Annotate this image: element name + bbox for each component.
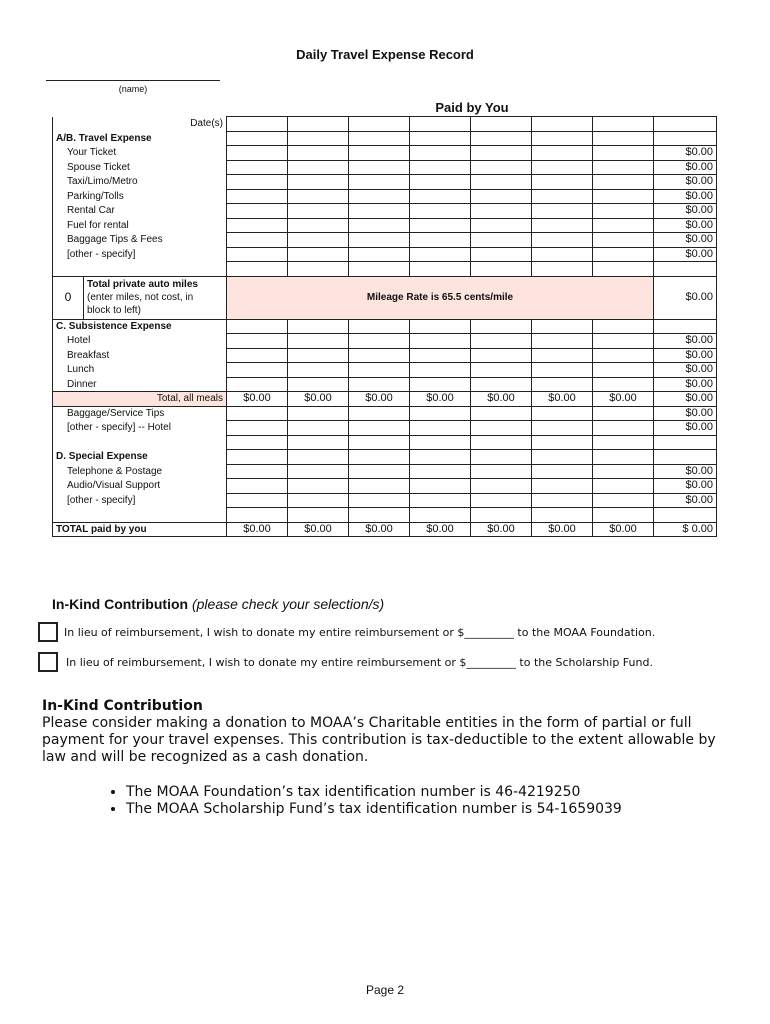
day-entry-cell[interactable] (532, 377, 593, 392)
grand-total-row (53, 522, 717, 537)
meals-total-label: Total, all meals (53, 392, 227, 407)
day-entry-cell[interactable] (227, 233, 288, 248)
section-heading-row (53, 319, 717, 334)
day-entry-cell[interactable] (288, 233, 349, 248)
expense-item-label: Rental Car (53, 204, 227, 219)
day-entry-cell[interactable] (288, 131, 349, 146)
mileage-total: $0.00 (654, 276, 717, 319)
meals-daily-total: $0.00 (471, 392, 532, 407)
day-entry-cell[interactable] (532, 479, 593, 494)
day-entry-cell[interactable] (227, 450, 288, 465)
day-entry-cell[interactable] (471, 175, 532, 190)
expense-table (52, 116, 717, 537)
date-entry-cell[interactable] (227, 117, 288, 132)
day-entry-cell[interactable] (288, 493, 349, 508)
expense-item-row (53, 493, 717, 508)
date-entry-cell (654, 117, 717, 132)
day-entry-cell[interactable] (410, 377, 471, 392)
inkind-selection-heading (52, 596, 384, 612)
spacer-cell (53, 262, 227, 277)
row-total: $0.00 (654, 464, 717, 479)
day-entry-cell[interactable] (471, 348, 532, 363)
day-entry-cell[interactable] (349, 131, 410, 146)
expense-item-label: Hotel (53, 334, 227, 349)
day-entry-cell[interactable] (471, 160, 532, 175)
dates-row (53, 117, 717, 132)
day-entry-cell[interactable] (288, 146, 349, 161)
scholarship-option (38, 652, 653, 672)
expense-item-label: Audio/Visual Support (53, 479, 227, 494)
day-entry-cell[interactable] (532, 233, 593, 248)
day-entry-cell[interactable] (593, 204, 654, 219)
expense-item-label: [other - specify] -- Hotel (53, 421, 227, 436)
day-entry-cell[interactable] (471, 189, 532, 204)
paid-by-you-header: Paid by You (435, 100, 509, 115)
spacer-row (53, 435, 717, 450)
day-entry-cell[interactable] (288, 377, 349, 392)
expense-item-row (53, 363, 717, 378)
expense-item-label: Your Ticket (53, 146, 227, 161)
day-entry-cell[interactable] (410, 319, 471, 334)
day-entry-cell[interactable] (410, 146, 471, 161)
spacer-cell (593, 435, 654, 450)
meals-daily-total: $0.00 (349, 392, 410, 407)
scholarship-checkbox[interactable] (38, 652, 58, 672)
day-entry-cell[interactable] (227, 464, 288, 479)
day-entry-cell[interactable] (593, 493, 654, 508)
tax-id-list (42, 784, 722, 818)
day-entry-cell[interactable] (593, 218, 654, 233)
day-entry-cell[interactable] (227, 421, 288, 436)
spacer-cell (654, 508, 717, 523)
spacer-cell (349, 262, 410, 277)
row-total: $0.00 (654, 479, 717, 494)
day-entry-cell[interactable] (288, 189, 349, 204)
day-entry-cell[interactable] (532, 363, 593, 378)
row-total: $0.00 (654, 189, 717, 204)
row-total (654, 319, 717, 334)
day-entry-cell[interactable] (288, 406, 349, 421)
row-total: $0.00 (654, 218, 717, 233)
day-entry-cell[interactable] (471, 146, 532, 161)
day-entry-cell[interactable] (410, 450, 471, 465)
spacer-cell (593, 262, 654, 277)
expense-item-row (53, 175, 717, 190)
day-entry-cell[interactable] (471, 233, 532, 248)
day-entry-cell[interactable] (532, 406, 593, 421)
day-entry-cell[interactable] (288, 319, 349, 334)
spacer-cell (410, 508, 471, 523)
spacer-cell (349, 508, 410, 523)
day-entry-cell[interactable] (227, 406, 288, 421)
day-entry-cell[interactable] (288, 450, 349, 465)
row-total: $0.00 (654, 175, 717, 190)
inkind-heading-bold: In-Kind Contribution (52, 596, 189, 612)
spacer-cell (53, 435, 227, 450)
day-entry-cell[interactable] (532, 175, 593, 190)
day-entry-cell[interactable] (593, 348, 654, 363)
mileage-row (53, 276, 717, 319)
grand-total-label: TOTAL paid by you (53, 522, 227, 537)
spacer-row (53, 262, 717, 277)
row-total: $0.00 (654, 406, 717, 421)
day-entry-cell[interactable] (227, 319, 288, 334)
expense-item-label: Parking/Tolls (53, 189, 227, 204)
day-entry-cell[interactable] (349, 406, 410, 421)
row-total: $0.00 (654, 160, 717, 175)
day-entry-cell[interactable] (593, 421, 654, 436)
day-entry-cell[interactable] (227, 247, 288, 262)
meals-total-row (53, 392, 717, 407)
day-entry-cell[interactable] (593, 247, 654, 262)
day-entry-cell[interactable] (410, 189, 471, 204)
spacer-cell (288, 435, 349, 450)
expense-item-row (53, 160, 717, 175)
inkind-info-paragraph: Please consider making a donation to MOAA’s Charitable entities in the form of partial or full payment for your travel expenses. This contribution is tax-deductible to the extent allowable by law and will be recognized as a cash donation. (42, 715, 716, 765)
day-entry-cell[interactable] (410, 175, 471, 190)
day-entry-cell[interactable] (288, 348, 349, 363)
day-entry-cell[interactable] (349, 464, 410, 479)
grand-daily-total: $0.00 (349, 522, 410, 537)
day-entry-cell[interactable] (410, 160, 471, 175)
day-entry-cell[interactable] (349, 247, 410, 262)
expense-item-label: Spouse Ticket (53, 160, 227, 175)
row-total: $0.00 (654, 233, 717, 248)
mileage-label-line: Total private auto miles (87, 278, 198, 290)
day-entry-cell[interactable] (471, 493, 532, 508)
spacer-cell (227, 435, 288, 450)
expense-item-row (53, 421, 717, 436)
spacer-cell (227, 508, 288, 523)
day-entry-cell[interactable] (410, 204, 471, 219)
day-entry-cell[interactable] (593, 175, 654, 190)
day-entry-cell[interactable] (227, 175, 288, 190)
day-entry-cell[interactable] (227, 204, 288, 219)
day-entry-cell[interactable] (532, 464, 593, 479)
mileage-label-line: block to left) (87, 304, 141, 316)
day-entry-cell[interactable] (532, 189, 593, 204)
meals-daily-total: $0.00 (227, 392, 288, 407)
day-entry-cell[interactable] (288, 421, 349, 436)
day-entry-cell[interactable] (410, 363, 471, 378)
name-label: (name) (118, 84, 148, 94)
day-entry-cell[interactable] (349, 479, 410, 494)
spacer-cell (288, 508, 349, 523)
miles-input[interactable]: 0 (53, 277, 84, 319)
day-entry-cell[interactable] (471, 363, 532, 378)
day-entry-cell[interactable] (349, 189, 410, 204)
expense-item-label: Fuel for rental (53, 218, 227, 233)
spacer-cell (532, 262, 593, 277)
day-entry-cell[interactable] (532, 334, 593, 349)
expense-item-row (53, 218, 717, 233)
document-title: Daily Travel Expense Record (296, 47, 474, 62)
expense-item-label: [other - specify] (53, 247, 227, 262)
row-total: $0.00 (654, 204, 717, 219)
page-number: Page 2 (365, 983, 405, 997)
mileage-rate-note: Mileage Rate is 65.5 cents/mile (227, 276, 654, 319)
date-entry-cell[interactable] (593, 117, 654, 132)
row-total: $0.00 (654, 493, 717, 508)
day-entry-cell[interactable] (532, 493, 593, 508)
spacer-cell (471, 262, 532, 277)
meals-total: $0.00 (654, 392, 717, 407)
day-entry-cell[interactable] (349, 493, 410, 508)
day-entry-cell[interactable] (593, 334, 654, 349)
day-entry-cell[interactable] (410, 421, 471, 436)
expense-item-row (53, 479, 717, 494)
day-entry-cell[interactable] (593, 450, 654, 465)
meals-daily-total: $0.00 (532, 392, 593, 407)
spacer-cell (654, 262, 717, 277)
grand-daily-total: $0.00 (288, 522, 349, 537)
day-entry-cell[interactable] (471, 421, 532, 436)
expense-item-label: Taxi/Limo/Metro (53, 175, 227, 190)
day-entry-cell[interactable] (532, 450, 593, 465)
grand-daily-total: $0.00 (593, 522, 654, 537)
spacer-cell (410, 262, 471, 277)
day-entry-cell[interactable] (593, 160, 654, 175)
row-total: $0.00 (654, 421, 717, 436)
grand-daily-total: $0.00 (227, 522, 288, 537)
day-entry-cell[interactable] (410, 131, 471, 146)
day-entry-cell[interactable] (593, 319, 654, 334)
day-entry-cell[interactable] (532, 319, 593, 334)
day-entry-cell[interactable] (227, 479, 288, 494)
day-entry-cell[interactable] (349, 334, 410, 349)
date-entry-cell[interactable] (349, 117, 410, 132)
grand-daily-total: $0.00 (532, 522, 593, 537)
expense-item-row (53, 146, 717, 161)
row-total: $0.00 (654, 348, 717, 363)
day-entry-cell[interactable] (288, 334, 349, 349)
expense-item-label: Dinner (53, 377, 227, 392)
day-entry-cell[interactable] (593, 464, 654, 479)
day-entry-cell[interactable] (593, 479, 654, 494)
day-entry-cell[interactable] (593, 377, 654, 392)
day-entry-cell[interactable] (288, 479, 349, 494)
day-entry-cell[interactable] (532, 160, 593, 175)
day-entry-cell[interactable] (532, 131, 593, 146)
day-entry-cell[interactable] (593, 233, 654, 248)
spacer-cell (593, 508, 654, 523)
mileage-cell (53, 276, 227, 319)
day-entry-cell[interactable] (227, 131, 288, 146)
day-entry-cell[interactable] (227, 377, 288, 392)
day-entry-cell[interactable] (227, 146, 288, 161)
inkind-info-heading: In-Kind Contribution (42, 698, 203, 714)
day-entry-cell[interactable] (349, 175, 410, 190)
spacer-cell (349, 435, 410, 450)
day-entry-cell[interactable] (532, 247, 593, 262)
day-entry-cell[interactable] (227, 160, 288, 175)
day-entry-cell[interactable] (349, 348, 410, 363)
day-entry-cell[interactable] (349, 363, 410, 378)
day-entry-cell[interactable] (349, 319, 410, 334)
row-total: $0.00 (654, 363, 717, 378)
day-entry-cell[interactable] (471, 450, 532, 465)
day-entry-cell[interactable] (471, 131, 532, 146)
subsistence-section-heading: C. Subsistence Expense (53, 319, 227, 334)
day-entry-cell[interactable] (410, 493, 471, 508)
date-entry-cell[interactable] (471, 117, 532, 132)
row-total: $0.00 (654, 146, 717, 161)
day-entry-cell[interactable] (471, 204, 532, 219)
day-entry-cell[interactable] (593, 146, 654, 161)
day-entry-cell[interactable] (532, 204, 593, 219)
day-entry-cell[interactable] (471, 247, 532, 262)
day-entry-cell[interactable] (532, 421, 593, 436)
day-entry-cell[interactable] (349, 218, 410, 233)
section-heading-row (53, 131, 717, 146)
day-entry-cell[interactable] (288, 247, 349, 262)
day-entry-cell[interactable] (349, 146, 410, 161)
day-entry-cell[interactable] (288, 464, 349, 479)
day-entry-cell[interactable] (349, 204, 410, 219)
day-entry-cell[interactable] (410, 247, 471, 262)
expense-item-label: Lunch (53, 363, 227, 378)
day-entry-cell[interactable] (471, 377, 532, 392)
name-signature-line[interactable] (46, 80, 220, 81)
spacer-cell (471, 435, 532, 450)
day-entry-cell[interactable] (532, 348, 593, 363)
day-entry-cell[interactable] (227, 334, 288, 349)
row-total: $0.00 (654, 334, 717, 349)
scholarship-tax-id: • The MOAA Scholarship Fund’s tax identification number is 54-1659039 (126, 801, 722, 818)
foundation-option (38, 622, 655, 642)
foundation-option-label: In lieu of reimbursement, I wish to donate my entire reimbursement or $_________ to the MOAA Foundation. (64, 625, 656, 639)
day-entry-cell[interactable] (471, 218, 532, 233)
expense-item-label: Baggage Tips & Fees (53, 233, 227, 248)
inkind-info-section (42, 698, 722, 818)
mileage-wrap (53, 277, 226, 319)
foundation-tax-id: • The MOAA Foundation’s tax identification number is 46-4219250 (126, 784, 722, 801)
grand-daily-total: $0.00 (410, 522, 471, 537)
spacer-row (53, 508, 717, 523)
day-entry-cell[interactable] (410, 406, 471, 421)
dates-label: Date(s) (53, 117, 227, 132)
day-entry-cell[interactable] (410, 479, 471, 494)
day-entry-cell[interactable] (227, 493, 288, 508)
expense-item-label: Baggage/Service Tips (53, 406, 227, 421)
day-entry-cell[interactable] (593, 363, 654, 378)
day-entry-cell[interactable] (288, 175, 349, 190)
spacer-cell (288, 262, 349, 277)
row-total (654, 450, 717, 465)
day-entry-cell[interactable] (471, 406, 532, 421)
inkind-heading-italic: (please check your selection/s) (191, 596, 385, 612)
day-entry-cell[interactable] (288, 160, 349, 175)
row-total (654, 131, 717, 146)
day-entry-cell[interactable] (349, 450, 410, 465)
day-entry-cell[interactable] (288, 363, 349, 378)
expense-item-row (53, 189, 717, 204)
day-entry-cell[interactable] (593, 131, 654, 146)
day-entry-cell[interactable] (349, 233, 410, 248)
special-section-heading: D. Special Expense (53, 450, 227, 465)
expense-item-label: Breakfast (53, 348, 227, 363)
day-entry-cell[interactable] (227, 189, 288, 204)
expense-item-row (53, 377, 717, 392)
section-heading-row (53, 450, 717, 465)
day-entry-cell[interactable] (471, 334, 532, 349)
spacer-cell (532, 435, 593, 450)
spacer-cell (471, 508, 532, 523)
day-entry-cell[interactable] (227, 348, 288, 363)
row-total: $0.00 (654, 377, 717, 392)
expense-item-label: [other - specify] (53, 493, 227, 508)
day-entry-cell[interactable] (410, 348, 471, 363)
day-entry-cell[interactable] (288, 204, 349, 219)
day-entry-cell[interactable] (227, 363, 288, 378)
mileage-label (84, 277, 201, 319)
grand-total: $ 0.00 (654, 522, 717, 537)
day-entry-cell[interactable] (471, 319, 532, 334)
day-entry-cell[interactable] (593, 406, 654, 421)
day-entry-cell[interactable] (410, 233, 471, 248)
meals-daily-total: $0.00 (593, 392, 654, 407)
scholarship-option-label: In lieu of reimbursement, I wish to donate my entire reimbursement or $_________ to the Scholarship Fund. (66, 655, 653, 669)
spacer-cell (227, 262, 288, 277)
expense-item-row (53, 406, 717, 421)
row-total: $0.00 (654, 247, 717, 262)
expense-item-row (53, 334, 717, 349)
mileage-label-line: (enter miles, not cost, in (87, 291, 194, 303)
expense-item-row (53, 233, 717, 248)
day-entry-cell[interactable] (227, 218, 288, 233)
day-entry-cell[interactable] (410, 218, 471, 233)
spacer-cell (410, 435, 471, 450)
day-entry-cell[interactable] (532, 218, 593, 233)
day-entry-cell[interactable] (288, 218, 349, 233)
spacer-cell (654, 435, 717, 450)
expense-item-row (53, 204, 717, 219)
spacer-cell (53, 508, 227, 523)
day-entry-cell[interactable] (532, 146, 593, 161)
spacer-cell (532, 508, 593, 523)
day-entry-cell[interactable] (593, 189, 654, 204)
day-entry-cell[interactable] (349, 421, 410, 436)
date-entry-cell[interactable] (532, 117, 593, 132)
expense-item-row (53, 464, 717, 479)
meals-daily-total: $0.00 (288, 392, 349, 407)
date-entry-cell[interactable] (410, 117, 471, 132)
meals-daily-total: $0.00 (410, 392, 471, 407)
foundation-checkbox[interactable] (38, 622, 58, 642)
day-entry-cell[interactable] (471, 464, 532, 479)
day-entry-cell[interactable] (410, 464, 471, 479)
day-entry-cell[interactable] (471, 479, 532, 494)
expense-item-label: Telephone & Postage (53, 464, 227, 479)
expense-item-row (53, 348, 717, 363)
day-entry-cell[interactable] (410, 334, 471, 349)
grand-daily-total: $0.00 (471, 522, 532, 537)
expense-item-row (53, 247, 717, 262)
day-entry-cell[interactable] (349, 160, 410, 175)
date-entry-cell[interactable] (288, 117, 349, 132)
travel-section-heading: A/B. Travel Expense (53, 131, 227, 146)
day-entry-cell[interactable] (349, 377, 410, 392)
